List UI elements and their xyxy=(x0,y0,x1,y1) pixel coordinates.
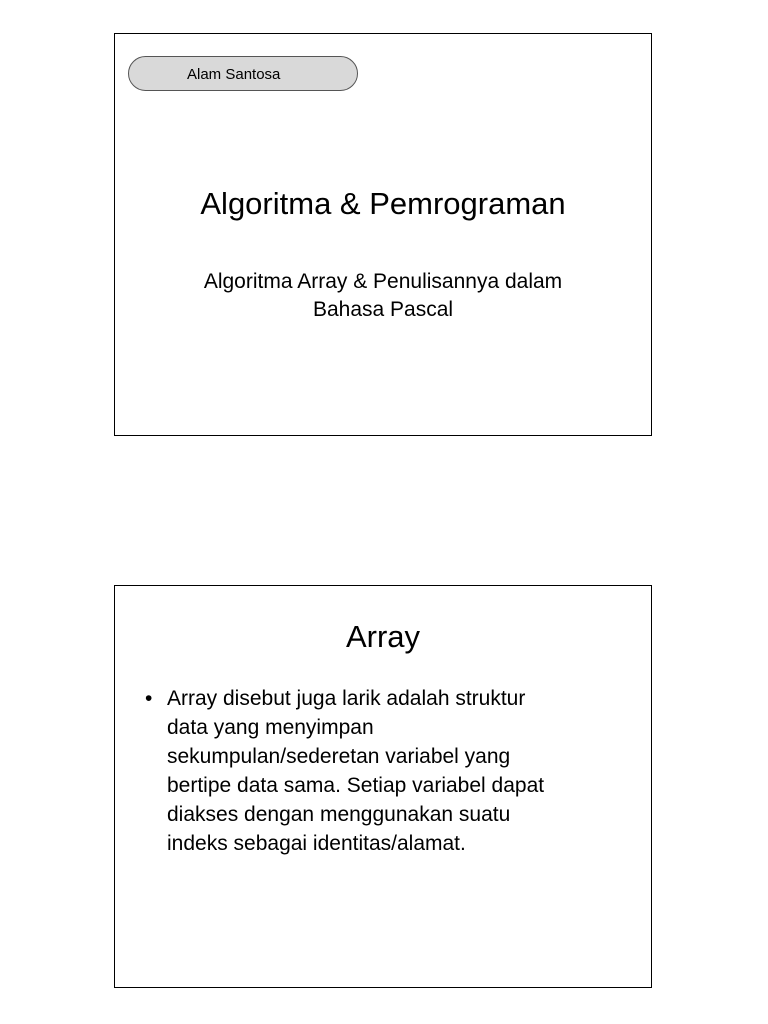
bullet-line: data yang menyimpan xyxy=(167,716,374,739)
presentation-title: Algoritma & Pemrograman xyxy=(200,186,566,221)
bullet-text xyxy=(167,684,544,858)
bullet-line: indeks sebagai identitas/alamat. xyxy=(167,832,466,855)
bullet-line: bertipe data sama. Setiap variabel dapat xyxy=(167,774,545,797)
bullet-line: sekumpulan/sederetan variabel yang xyxy=(167,745,511,768)
bullet-line: Array disebut juga larik adalah struktur xyxy=(167,687,526,710)
presentation-subtitle xyxy=(115,268,651,324)
slide-title-page xyxy=(114,33,652,436)
subtitle-line: Bahasa Pascal xyxy=(312,298,454,321)
bullet-marker: • xyxy=(145,687,153,710)
bullet-line: diakses dengan menggunakan suatu xyxy=(167,803,511,826)
author-name: Alam Santosa xyxy=(187,66,281,83)
slide-array xyxy=(114,585,652,988)
author-badge xyxy=(128,56,358,91)
slide-heading: Array xyxy=(345,619,421,654)
subtitle-line: Algoritma Array & Penulisannya dalam xyxy=(203,270,563,293)
